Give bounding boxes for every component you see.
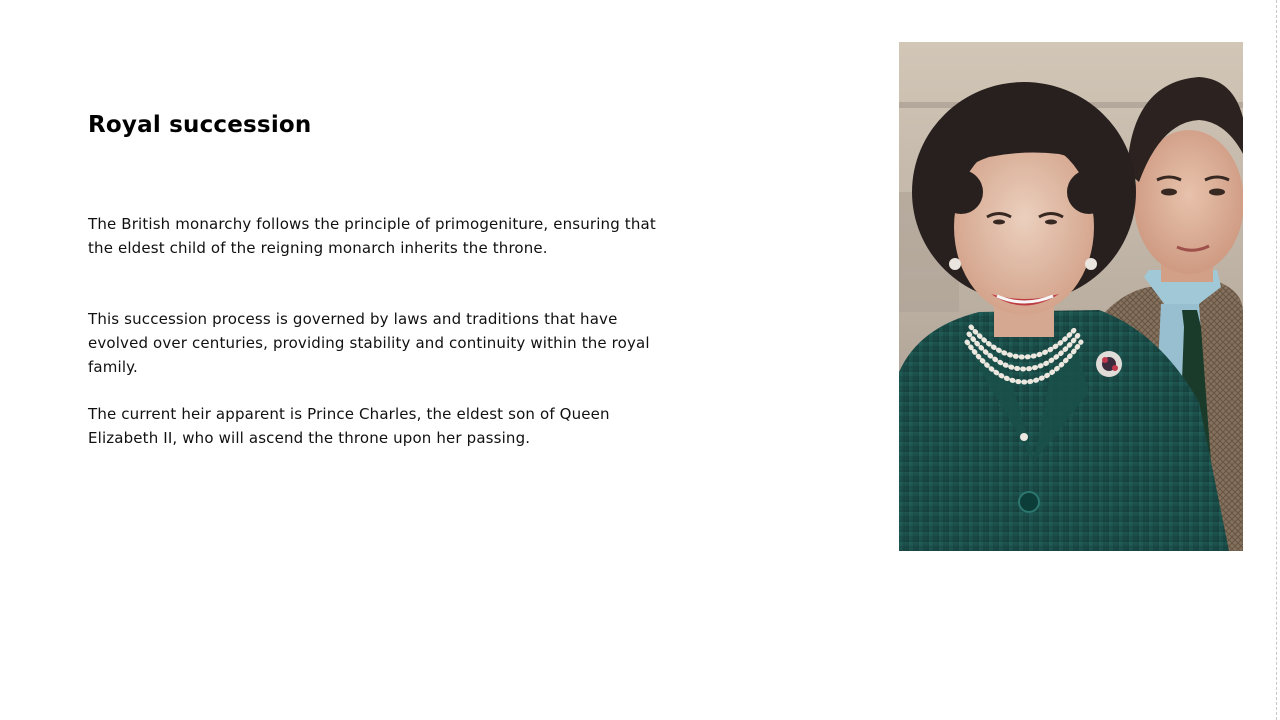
slide-edge-guide (1276, 0, 1277, 720)
paragraph-succession-process: This succession process is governed by laws and traditions that have evolved over centuries, providing stability and continuity within the royal family. (88, 310, 650, 376)
paragraph-heir-apparent: The current heir apparent is Prince Charles, the eldest son of Queen Elizabeth II, who will ascend the throne upon her passing. (88, 405, 610, 447)
slide-title: Royal succession (88, 112, 312, 138)
paragraph-primogeniture: The British monarchy follows the principle of primogeniture, ensuring that the eldest child of the reigning monarch inherits the throne. (88, 215, 656, 257)
portrait-photo (899, 42, 1243, 551)
portrait-illustration (899, 42, 1243, 551)
